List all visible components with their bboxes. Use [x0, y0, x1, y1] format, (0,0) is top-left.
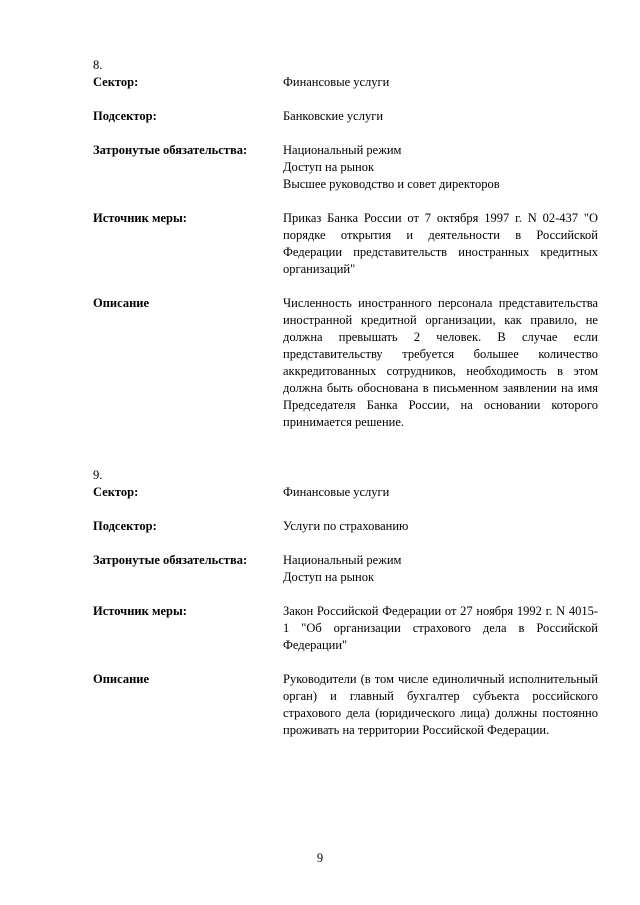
subsector-value: Банковские услуги	[283, 109, 384, 123]
subsector-label: Подсектор:	[93, 109, 157, 123]
subsector-row	[93, 108, 598, 125]
description-row	[93, 295, 598, 431]
source-value	[283, 210, 598, 278]
sector-label: Сектор:	[93, 485, 139, 499]
sector-label: Сектор:	[93, 75, 139, 89]
entry-number: 9.	[93, 468, 103, 482]
obligation-item: Доступ на рынок	[283, 570, 375, 584]
description-label: Описание	[93, 672, 150, 686]
source-text: Закон Российской Федерации от 27 ноября 1992 г. N 4015-1 "Об организации страхового дела в Российской Федерации"	[283, 604, 598, 652]
description-row	[93, 671, 598, 739]
obligation-item: Национальный режим	[283, 143, 402, 157]
measure-entry	[93, 467, 598, 739]
page-number: 9	[316, 851, 324, 865]
sector-row	[93, 484, 598, 501]
description-label: Описание	[93, 296, 150, 310]
subsector-value: Услуги по страхованию	[283, 519, 409, 533]
description-value	[283, 671, 598, 739]
obligation-item: Высшее руководство и совет директоров	[283, 177, 500, 191]
measure-entry	[93, 57, 598, 431]
obligations-row	[93, 552, 598, 586]
sector-value: Финансовые услуги	[283, 485, 390, 499]
sector-row	[93, 74, 598, 91]
obligations-row	[93, 142, 598, 193]
source-label: Источник меры:	[93, 211, 187, 225]
description-text: Численность иностранного персонала представительства иностранной кредитной организации, как правило, не должна превышать 2 человек. В случае если представительству требуется большее количество аккредитованных сотрудников, необходимость в этом должна быть обоснована в письменном заявлении на имя Председателя Банка России, на основании которого принимается решение.	[283, 296, 598, 429]
sector-value: Финансовые услуги	[283, 75, 390, 89]
source-text: Приказ Банка России от 7 октября 1997 г. N 02-437 "О порядке открытия и деятельности в Российской Федерации представительств иностранных кредитных организаций"	[283, 211, 598, 276]
obligations-label: Затронутые обязательства:	[93, 143, 248, 157]
description-text: Руководители (в том числе единоличный исполнительный орган) и главный бухгалтер субъекта российского страхового дела (юридического лица) должны постоянно проживать на территории Российской Федерации.	[283, 672, 598, 737]
obligation-item: Национальный режим	[283, 553, 402, 567]
source-row	[93, 603, 598, 654]
source-value	[283, 603, 598, 654]
source-label: Источник меры:	[93, 604, 187, 618]
obligation-item: Доступ на рынок	[283, 160, 375, 174]
obligations-list	[283, 142, 598, 193]
obligations-label: Затронутые обязательства:	[93, 553, 248, 567]
subsector-row	[93, 518, 598, 535]
description-value	[283, 295, 598, 431]
source-row	[93, 210, 598, 278]
entry-number: 8.	[93, 58, 103, 72]
obligations-list	[283, 552, 598, 586]
subsector-label: Подсектор:	[93, 519, 157, 533]
